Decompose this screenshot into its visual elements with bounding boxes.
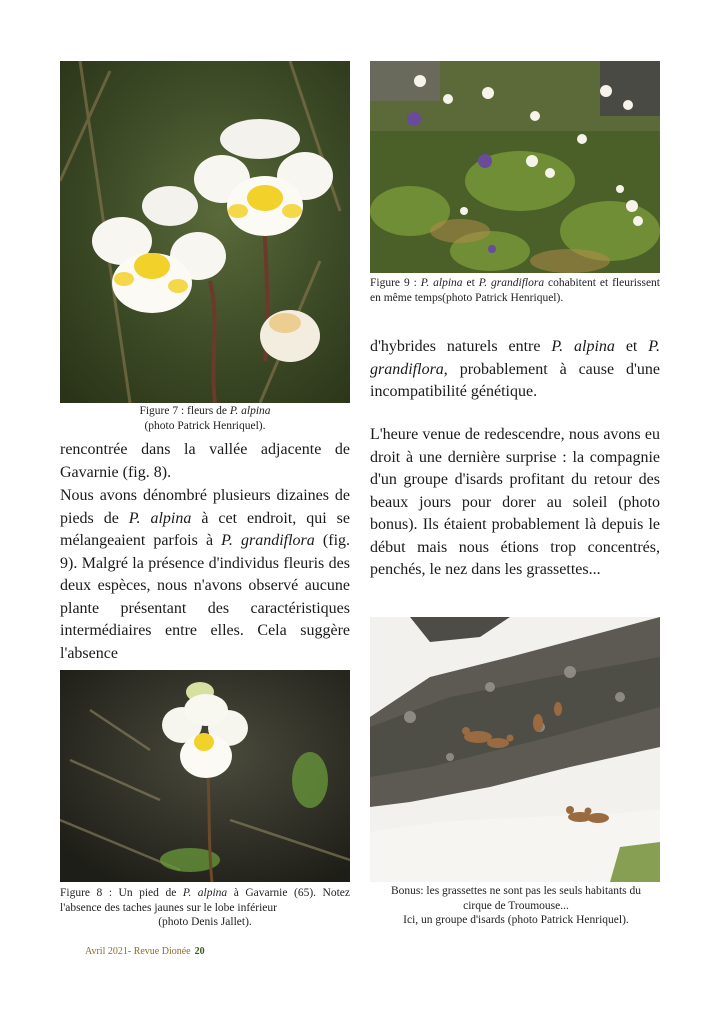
figure-9-photo (370, 61, 660, 273)
figure-8-caption: Figure 8 : Un pied de P. alpina à Gavarnie (65). Notez l'absence des taches jaunes sur le lobe inférieur (60, 887, 351, 914)
page-footer (85, 946, 205, 957)
footer-label: Avril 2021- Revue Dionée (85, 946, 191, 957)
page-number: 20 (194, 946, 205, 957)
left-paragraph-1: rencontrée dans la vallée adjacente de Gavarnie (fig. 8). (60, 441, 350, 481)
bonus-caption-line-1: Bonus: les grassettes ne sont pas les seuls habitants du (390, 885, 642, 897)
right-paragraph-2: L'heure venue de redescendre, nous avons eu droit à une dernière surprise : la compagnie d'un groupe d'isards profitant du retour des beaux jours pour dorer au soleil (photo bonus). Ils étaient probablement là depuis le début mais nous étions trop concentrés, penchés, le nez dans les grassettes... (370, 426, 660, 578)
left-paragraph-2: Nous avons dénombré plusieurs dizaines de pieds de P. alpina à cet endroit, qui se mélangeaient parfois à P. grandiflora (fig. 9). Malgré la présence d'individus fleuris des deux espèces, nous n'avons observé aucune plante présentant des caractéristiques intermédiaires entre elles. Cela suggère l'absence (60, 487, 351, 662)
bonus-photo (370, 617, 660, 882)
bonus-caption-line-3: Ici, un groupe d'isards (photo Patrick Henriquel). (403, 914, 629, 926)
figure-9-caption: Figure 9 : P. alpina et P. grandiflora cohabitent et fleurissent en même temps(photo Patrick Henriquel). (370, 277, 660, 304)
figure-7-photo (60, 61, 350, 403)
figure-7-caption: Figure 7 : fleurs de P. alpina (photo Patrick Henriquel). (139, 405, 271, 432)
figure-8-credit: (photo Denis Jallet). (158, 916, 252, 928)
bonus-caption (368, 884, 664, 928)
figure-8-photo (60, 670, 350, 882)
right-paragraph-1: d'hybrides naturels entre P. alpina et P. grandiflora, probablement à cause d'une incompatibilité génétique. (370, 338, 661, 400)
bonus-caption-line-2: cirque de Troumouse... (463, 899, 569, 912)
